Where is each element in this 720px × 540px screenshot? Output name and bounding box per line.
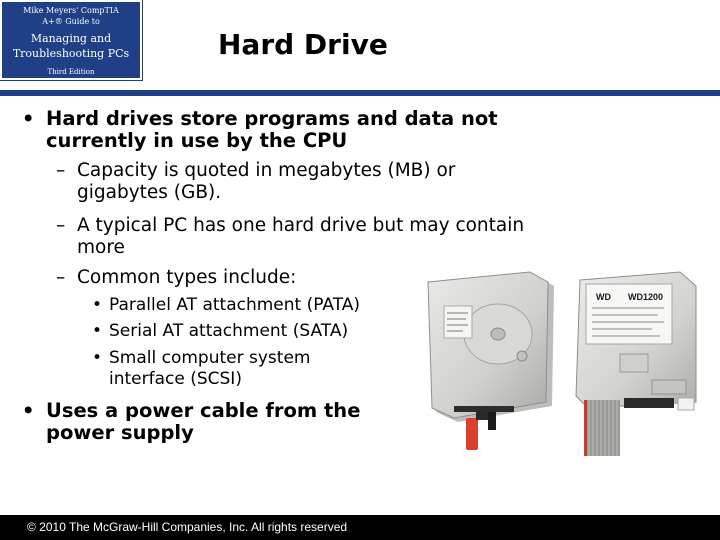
bullet-mark: • xyxy=(92,295,103,315)
bullet-level3 xyxy=(92,348,422,390)
title-divider xyxy=(0,90,720,96)
book-title-line-1: Managing and xyxy=(30,32,112,45)
bullet-text-line: interface (SCSI) xyxy=(109,369,242,389)
copyright-text: © 2010 The McGraw-Hill Companies, Inc. All rights reserved xyxy=(27,520,348,534)
bullet-level1 xyxy=(22,108,562,152)
bullet-text-line: Small computer system xyxy=(109,348,311,368)
slide-title: Hard Drive xyxy=(218,28,388,61)
bullet-text-line: Uses a power cable from the xyxy=(46,399,361,422)
bullet-mark: • xyxy=(22,399,35,422)
bullet-text-line: Hard drives store programs and data not xyxy=(46,107,498,130)
bullet-level2 xyxy=(56,215,656,259)
hard-drive-sata-photo xyxy=(418,268,568,450)
dash-mark: – xyxy=(56,215,66,236)
bullet-mark: • xyxy=(22,107,35,130)
book-cover-badge xyxy=(0,0,142,80)
bullet-text-line: Common types include: xyxy=(77,267,297,288)
hard-drive-pata-photo xyxy=(572,270,717,456)
bullet-mark: • xyxy=(92,348,103,368)
bullet-text-line: more xyxy=(77,237,125,258)
bullet-text-line: currently in use by the CPU xyxy=(46,129,348,152)
bullet-level2 xyxy=(56,267,416,289)
bullet-text-line: Parallel AT attachment (PATA) xyxy=(109,295,361,315)
bullet-text-line: A typical PC has one hard drive but may contain xyxy=(77,215,525,236)
bullet-level2 xyxy=(56,160,576,204)
drive-label-brand: WD xyxy=(596,292,611,302)
bullet-text-line: Serial AT attachment (SATA) xyxy=(109,321,349,341)
dash-mark: – xyxy=(56,160,66,181)
bullet-level3 xyxy=(92,321,422,342)
book-author-line: Mike Meyers' CompTIA xyxy=(23,6,119,15)
book-edition: Third Edition xyxy=(47,68,95,76)
book-series-line: A+® Guide to xyxy=(42,17,100,26)
bullet-text-line: power supply xyxy=(46,421,194,444)
bullet-text-line: gigabytes (GB). xyxy=(77,182,222,203)
dash-mark: – xyxy=(56,267,66,288)
bullet-level3 xyxy=(92,295,422,316)
drive-label-model: WD1200 xyxy=(628,292,664,302)
book-title-line-2: Troubleshooting PCs xyxy=(12,47,130,60)
bullet-text-line: Capacity is quoted in megabytes (MB) or xyxy=(77,160,456,181)
bullet-level1 xyxy=(22,400,412,444)
bullet-mark: • xyxy=(92,321,103,341)
